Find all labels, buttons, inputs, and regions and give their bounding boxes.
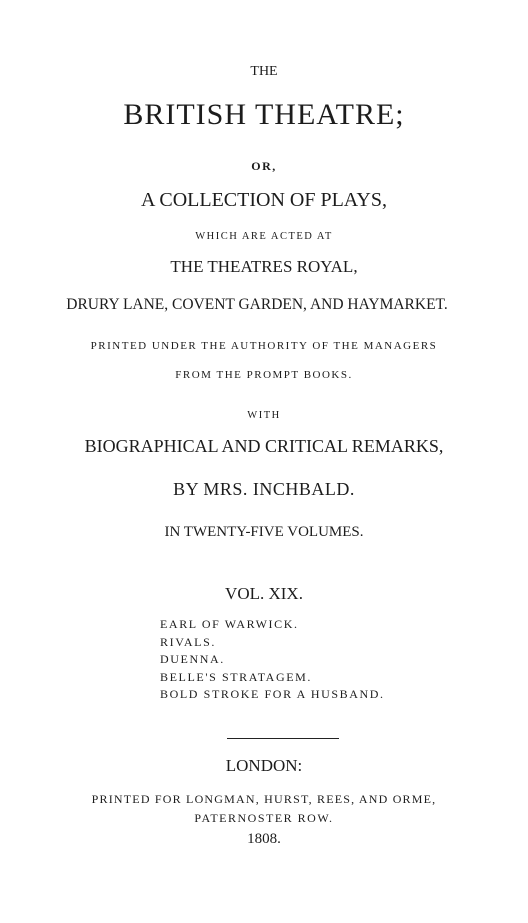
- contents-list: [160, 616, 460, 704]
- collection-line: A COLLECTION OF PLAYS,: [141, 189, 387, 211]
- city-line: LONDON:: [225, 756, 303, 775]
- list-item: RIVALS.: [160, 634, 216, 649]
- list-item: EARL OF WARWICK.: [160, 617, 299, 631]
- remarks-line: BIOGRAPHICAL AND CRITICAL REMARKS,: [84, 436, 444, 456]
- list-item: BOLD STROKE FOR A HUSBAND.: [160, 687, 385, 701]
- with-line: WITH: [247, 410, 281, 421]
- the-heading: THE: [250, 64, 278, 79]
- year-line: 1808.: [247, 831, 281, 847]
- prompt-books-line: FROM THE PROMPT BOOKS.: [175, 369, 353, 381]
- printed-under-line: PRINTED UNDER THE AUTHORITY OF THE MANAGERS: [90, 340, 438, 352]
- volume-number: VOL. XIX.: [225, 584, 303, 603]
- list-item: DUENNA.: [160, 652, 225, 666]
- volumes-line: IN TWENTY-FIVE VOLUMES.: [164, 524, 364, 540]
- divider-rule: [227, 738, 339, 739]
- theatres-royal-line: THE THEATRES ROYAL,: [170, 257, 358, 276]
- main-title: BRITISH THEATRE;: [123, 98, 405, 131]
- author-line: BY MRS. INCHBALD.: [173, 479, 355, 499]
- theatres-list-line: DRURY LANE, COVENT GARDEN, AND HAYMARKET.: [66, 296, 448, 313]
- list-item: BELLE'S STRATAGEM.: [160, 669, 313, 684]
- which-acted-line: WHICH ARE ACTED AT: [195, 231, 333, 242]
- address-line: PATERNOSTER ROW.: [194, 811, 334, 825]
- publisher-line: PRINTED FOR LONGMAN, HURST, REES, AND ORME,: [91, 792, 437, 806]
- or-line: OR,: [251, 159, 277, 173]
